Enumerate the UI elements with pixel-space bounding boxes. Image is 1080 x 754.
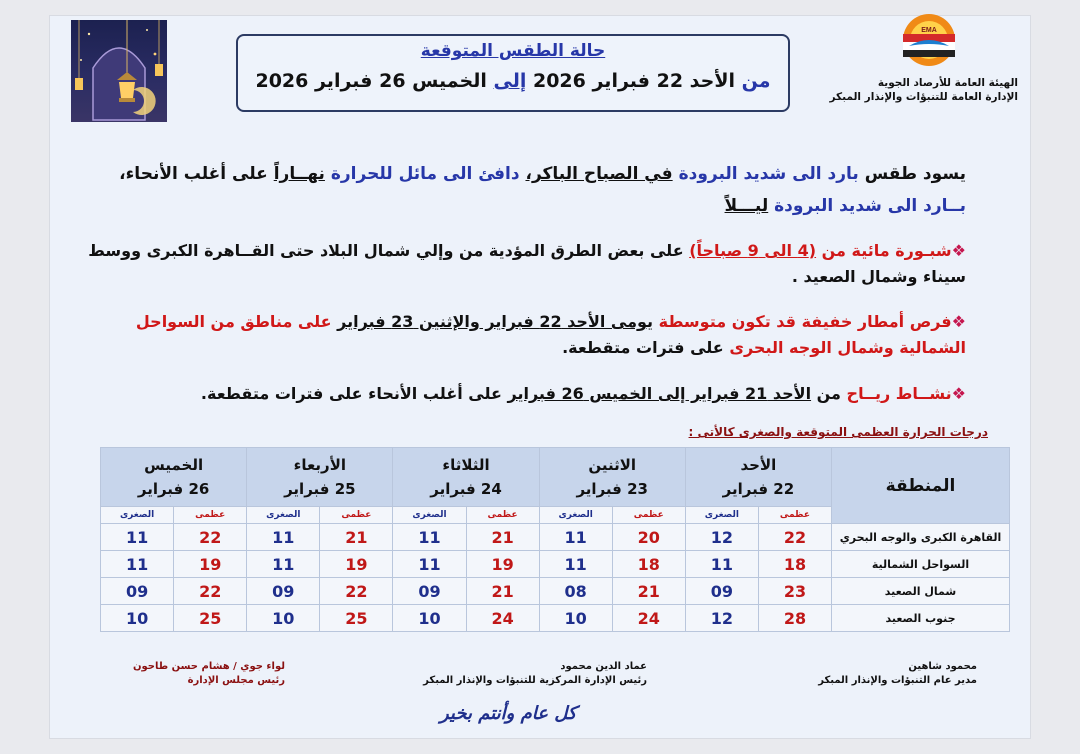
day-header: الأربعاء 25 فبراير — [247, 448, 393, 507]
min-label: الصغرى — [539, 507, 612, 524]
min-temp-cell: 09 — [685, 578, 758, 605]
day-header: الأحد 22 فبراير — [685, 448, 831, 507]
table-row — [101, 524, 1010, 551]
min-temp-cell: 10 — [101, 605, 174, 632]
table-caption: درجات الحرارة العظمى المتوقعة والصغرى كالأتى : — [688, 425, 988, 439]
signature-block-2 — [423, 660, 647, 688]
signatory-name: محمود شاهين — [908, 661, 977, 672]
table-row — [101, 551, 1010, 578]
max-temp-cell: 18 — [612, 551, 685, 578]
max-temp-cell: 18 — [758, 551, 831, 578]
page-title: حالة الطقس المتوقعة — [420, 41, 606, 61]
min-label: الصغرى — [101, 507, 174, 524]
max-label: عظمى — [612, 507, 685, 524]
signature-block-1 — [818, 660, 977, 688]
max-temp-cell: 28 — [758, 605, 831, 632]
max-label: عظمى — [320, 507, 393, 524]
min-temp-cell: 11 — [539, 524, 612, 551]
ramadan-lantern-image — [71, 20, 167, 122]
max-label: عظمى — [758, 507, 831, 524]
min-temp-cell: 09 — [101, 578, 174, 605]
region-cell: القاهرة الكبرى والوجه البحري — [832, 524, 1010, 551]
max-temp-cell: 19 — [174, 551, 247, 578]
temperature-table — [100, 447, 1010, 632]
min-temp-cell: 11 — [539, 551, 612, 578]
min-label: الصغرى — [393, 507, 466, 524]
bullet-diamond-icon: ❖ — [951, 384, 966, 403]
logo-text: EMA — [921, 27, 937, 34]
day-header: الثلاثاء 24 فبراير — [393, 448, 539, 507]
min-label: الصغرى — [685, 507, 758, 524]
org-line-2: الإدارة العامة للتنبؤات والإنذار المبكر — [829, 91, 1018, 103]
wind-bullet: ❖نشــاط ريــاح من الأحد 21 فبراير إلى الخميس 26 فبراير على أغلب الأنحاء على فترات متقطعة. — [200, 384, 966, 403]
bullet-diamond-icon: ❖ — [951, 241, 966, 260]
min-temp-cell: 11 — [393, 524, 466, 551]
table-row — [101, 605, 1010, 632]
max-temp-cell: 24 — [612, 605, 685, 632]
max-temp-cell: 21 — [466, 578, 539, 605]
min-temp-cell: 09 — [247, 578, 320, 605]
min-temp-cell: 11 — [247, 524, 320, 551]
min-temp-cell: 10 — [539, 605, 612, 632]
table-header-row — [101, 448, 1010, 507]
signatory-title: مدير عام التنبؤات والإنذار المبكر — [818, 675, 977, 686]
min-temp-cell: 12 — [685, 605, 758, 632]
min-temp-cell: 12 — [685, 524, 758, 551]
min-temp-cell: 09 — [393, 578, 466, 605]
ema-logo — [887, 12, 971, 74]
signatory-title: رئيس مجلس الإدارة — [187, 675, 285, 686]
table-row — [101, 578, 1010, 605]
signatory-name: لواء جوي / هشام حسن طاحون — [132, 661, 285, 672]
fog-bullet: ❖شبـورة مائية من (4 الى 9 صباحاً) على بعض الطرق المؤدية من وإلي شمال البلاد حتى القــاهرة الكبرى ووسط سيناء وشمال الصعيد . — [88, 241, 966, 286]
day-header: الاثنين 23 فبراير — [539, 448, 685, 507]
max-temp-cell: 22 — [758, 524, 831, 551]
weather-summary: يسود طقس بارد الى شديد البرودة في الصباح الباكر، دافئ الى مائل للحرارة نهــاراً على أغلب الأنحاء، بــارد الى شديد البرودة ليـــلاً — [119, 164, 966, 216]
min-label: الصغرى — [247, 507, 320, 524]
signature-block-3 — [133, 660, 285, 688]
min-temp-cell: 11 — [101, 551, 174, 578]
organization-name — [758, 76, 1018, 104]
region-column-header: المنطقة — [832, 448, 1010, 524]
signatory-title: رئيس الإدارة المركزية للتنبؤات والإنذار المبكر — [423, 675, 647, 686]
region-cell: شمال الصعيد — [832, 578, 1010, 605]
day-header: الخميس 26 فبراير — [101, 448, 247, 507]
rain-bullet: ❖فرص أمطار خفيفة قد تكون متوسطة يومى الأحد 22 فبراير والإثنين 23 فبراير على مناطق من السواحل الشمالية وشمال الوجه البحرى على فترات متقطعة. — [135, 312, 966, 357]
max-temp-cell: 21 — [320, 524, 393, 551]
max-temp-cell: 22 — [320, 578, 393, 605]
signatory-name: عماد الدين محمود — [560, 661, 647, 672]
title-box — [236, 34, 790, 112]
max-temp-cell: 25 — [320, 605, 393, 632]
min-temp-cell: 10 — [247, 605, 320, 632]
bullet-diamond-icon: ❖ — [951, 312, 966, 331]
max-temp-cell: 21 — [612, 578, 685, 605]
max-temp-cell: 22 — [174, 524, 247, 551]
max-temp-cell: 25 — [174, 605, 247, 632]
region-cell: السواحل الشمالية — [832, 551, 1010, 578]
max-temp-cell: 24 — [466, 605, 539, 632]
max-label: عظمى — [174, 507, 247, 524]
min-temp-cell: 10 — [393, 605, 466, 632]
min-temp-cell: 11 — [247, 551, 320, 578]
date-range: من الأحد 22 فبراير 2026 إلى الخميس 26 فبراير 2026 — [255, 70, 771, 92]
org-line-1: الهيئة العامة للأرصاد الجوية — [877, 77, 1018, 89]
max-label: عظمى — [466, 507, 539, 524]
max-temp-cell: 23 — [758, 578, 831, 605]
greeting-text: كل عام وأنتم بخير — [440, 703, 577, 724]
min-temp-cell: 11 — [393, 551, 466, 578]
max-temp-cell: 21 — [466, 524, 539, 551]
region-cell: جنوب الصعيد — [832, 605, 1010, 632]
max-temp-cell: 19 — [320, 551, 393, 578]
min-temp-cell: 11 — [101, 524, 174, 551]
min-temp-cell: 11 — [685, 551, 758, 578]
max-temp-cell: 19 — [466, 551, 539, 578]
min-temp-cell: 08 — [539, 578, 612, 605]
max-temp-cell: 22 — [174, 578, 247, 605]
max-temp-cell: 20 — [612, 524, 685, 551]
